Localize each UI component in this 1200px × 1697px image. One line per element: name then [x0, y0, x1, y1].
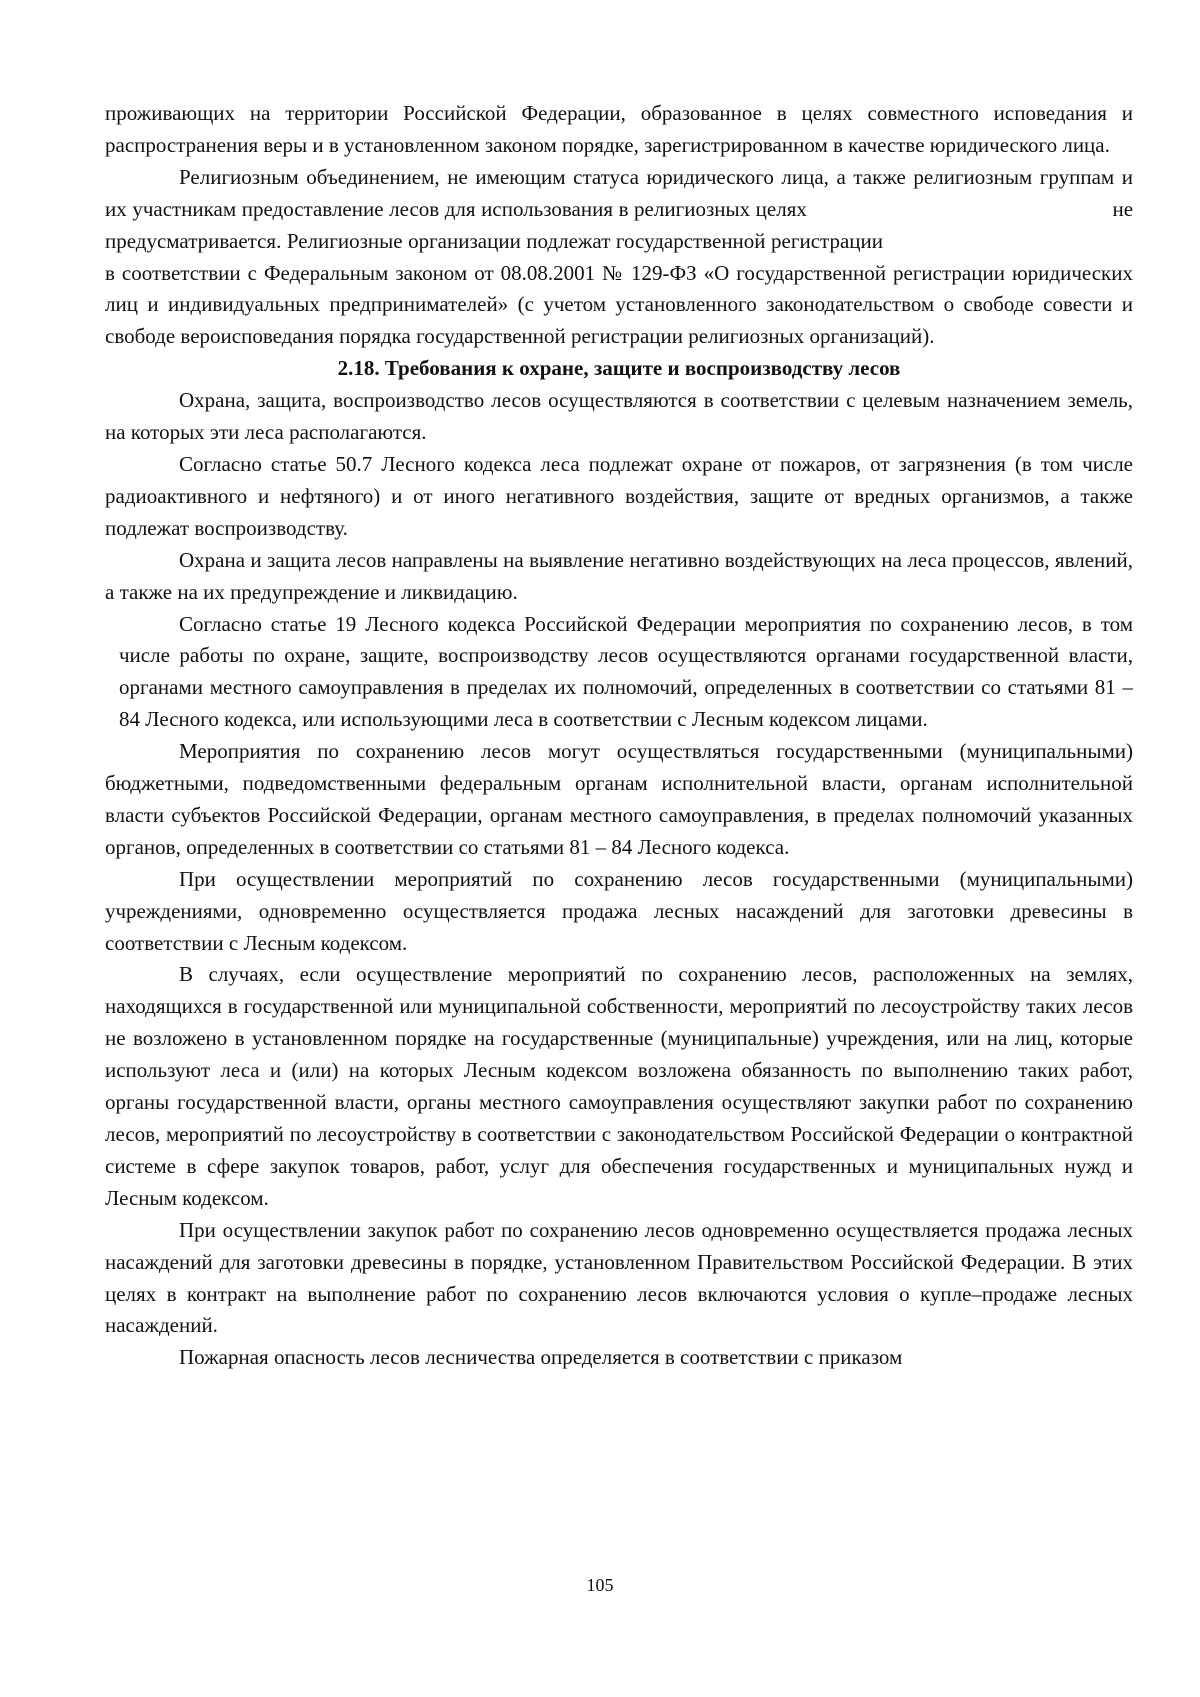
paragraph: Мероприятия по сохранению лесов могут осуществляться государственными (муниципальными) бюджетными, подведомственными федеральным органам исполнительной власти, органам исполнительной власти субъектов Российской Федерации, органам местного самоуправления, в пределах полномочий указанных органов, определенных в соответствии со статьями 81 – 84 Лесного кодекса.: [105, 739, 1133, 859]
paragraph: Пожарная опасность лесов лесничества определяется в соответствии с приказом: [179, 1345, 903, 1370]
paragraph: В случаях, если осуществление мероприятий по сохранению лесов, расположенных на землях, находящихся в государственной или муниципальной собственности, мероприятий по лесоустройству таких лесов не возложено в установленном порядке на государственные (муниципальные) учреждения, или на лиц, которые используют леса и (или) на которых Лесным кодексом возложена обязанность по выполнению таких работ, органы государственной власти, органы местного самоуправления осуществляют закупки работ по сохранению лесов, мероприятий по лесоустройству в соответствии с законодательством Российской Федерации о контрактной системе в сфере закупок товаров, работ, услуг для обеспечения государственных и муниципальных нужд и Лесным кодексом.: [105, 962, 1133, 1210]
document-body: [105, 98, 1133, 1374]
paragraph: [105, 162, 1133, 353]
paragraph: Согласно статье 50.7 Лесного кодекса леса подлежат охране от пожаров, от загрязнения (в том числе радиоактивного и нефтяного) и от иного негативного воздействия, защите от вредных организмов, а также подлежат воспроизводству.: [105, 451, 1133, 540]
paragraph: Охрана и защита лесов направлены на выявление негативно воздействующих на леса процессов, явлений, а также на их предупреждение и ликвидацию.: [105, 547, 1133, 604]
paragraph: При осуществлении закупок работ по сохранению лесов одновременно осуществляется продажа лесных насаждений для заготовки древесины в порядке, установленном Правительством Российской Федерации. В этих целях в контракт на выполнение работ по сохранению лесов включаются условия о купле–продаже лесных насаждений.: [105, 1217, 1133, 1338]
paragraph: Охрана, защита, воспроизводство лесов осуществляются в соответствии с целевым назначением земель, на которых эти леса располагаются.: [105, 388, 1133, 445]
section-heading: 2.18. Требования к охране, защите и воспроизводству лесов: [337, 356, 901, 381]
paragraph: При осуществлении мероприятий по сохранению лесов государственными (муниципальными) учреждениями, одновременно осуществляется продажа лесных насаждений для заготовки древесины в соответствии с Лесным кодексом.: [105, 866, 1133, 955]
paragraph: проживающих на территории Российской Федерации, образованное в целях совместного исповедания и распространения веры и в установленном законом порядке, зарегистрированном в качестве юридического лица.: [105, 101, 1133, 157]
paragraph-text: в соответствии с Федеральным законом от 08.08.2001 № 129-ФЗ «О государственной регистрации юридических лиц и индивидуальных предпринимателей» (с учетом установленного законодательством о свободе совести и свободе вероисповедания порядка государственной регистрации религиозных организаций).: [105, 260, 1133, 349]
paragraph-text: Религиозным объединением, не имеющим статуса юридического лица, а также религиозным группам и их участникам предоставление лесов для использования в религиозных целях: [105, 164, 1133, 221]
paragraph: Согласно статье 19 Лесного кодекса Российской Федерации мероприятия по сохранению лесов, в том числе работы по охране, защите, воспроизводству лесов осуществляются органами государственной власти, органами местного самоуправления в пределах их полномочий, определенных в соответствии со статьями 81 – 84 Лесного кодекса, или использующими леса в соответствии с Лесным кодексом лицами.: [119, 611, 1133, 732]
paragraph-text: не предусматривается. Религиозные организации подлежат государственной регистрации: [105, 196, 1134, 253]
page-number: 105: [586, 1575, 614, 1595]
